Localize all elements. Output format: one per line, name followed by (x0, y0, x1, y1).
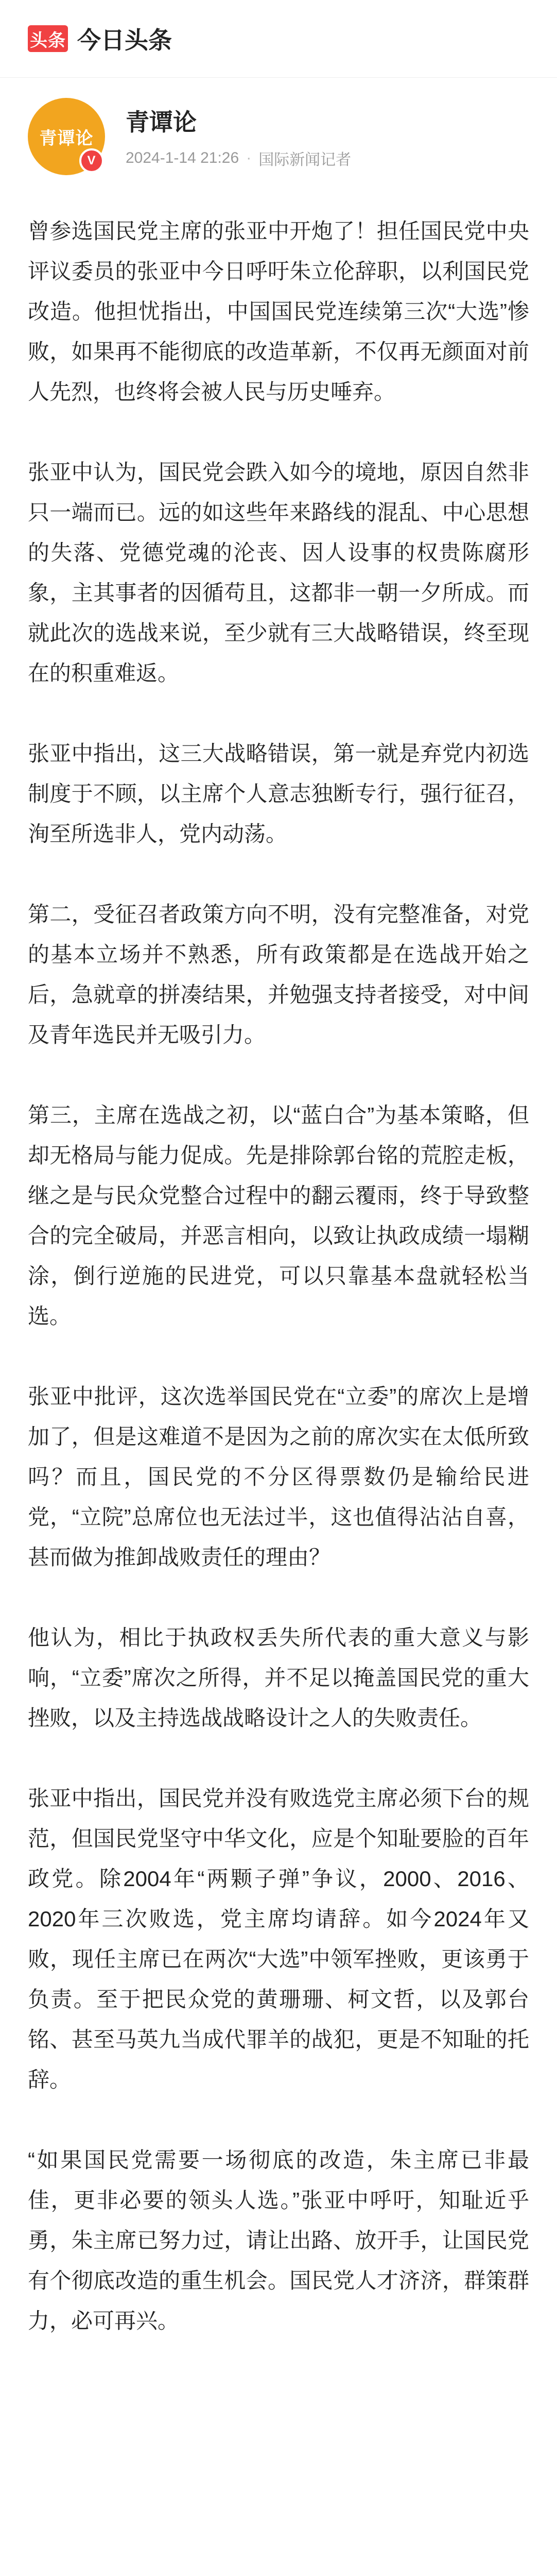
article-paragraph: “如果国民党需要一场彻底的改造，朱主席已非最佳，更非必要的领头人选。”张亚中呼吁，知耻近乎勇，朱主席已努力过，请让出路、放开手，让国民党有个彻底改造的重生机会。国民党人才济济，群策群力，必可再兴。 (28, 2148, 529, 2333)
separator-dot: · (246, 149, 252, 166)
author-row[interactable] (0, 93, 557, 180)
app-name: 今日头条 (77, 27, 172, 54)
article-paragraph: 张亚中批评，这次选举国民党在“立委”的席次上是增加了，但是这难道不是因为之前的席次实在太低所致吗？而且，国民党的不分区得票数仍是输给民进党，“立院”总席位也无法过半，这也值得沾沾自喜，甚而做为推卸战败责任的理由？ (28, 1384, 529, 1569)
publish-date: 2024-1-14 21:26 (126, 149, 239, 166)
article-paragraph: 第二，受征召者政策方向不明，没有完整准备，对党的基本立场并不熟悉，所有政策都是在选战开始之后，急就章的拼凑结果，并勉强支持者接受，对中间及青年选民并无吸引力。 (28, 902, 529, 1047)
article-paragraph: 张亚中指出，这三大战略错误，第一就是弃党内初选制度于不顾，以主席个人意志独断专行，强行征召，洵至所选非人，党内动荡。 (28, 741, 529, 846)
avatar-text: 青谭论 (39, 128, 94, 148)
author-name[interactable]: 青谭论 (126, 109, 197, 135)
article-paragraph: 他认为，相比于执政权丢失所代表的重大意义与影响，“立委”席次之所得，并不足以掩盖国民党的重大挫败，以及主持选战战略设计之人的失败责任。 (28, 1625, 529, 1730)
author-subline (126, 147, 351, 170)
article-paragraph: 张亚中认为，国民党会跌入如今的境地，原因自然非只一端而已。远的如这些年来路线的混乱、中心思想的失落、党德党魂的沦丧、因人设事的权贵陈腐形象，主其事者的因循苟且，这都非一朝一夕所成。而就此次的选战来说，至少就有三大战略错误，终至现在的积重难返。 (28, 460, 529, 685)
verified-icon: V (79, 148, 104, 173)
article-body (28, 211, 529, 2381)
top-bar (0, 0, 557, 78)
avatar[interactable] (28, 98, 105, 175)
article-paragraph: 张亚中指出，国民党并没有败选党主席必须下台的规范，但国民党坚守中华文化，应是个知耻要脸的百年政党。除2004年“两颗子弹”争议，2000、2016、2020年三次败选，党主席均请辞。如今2024年又败，现任主席已在两次“大选”中领军挫败，更该勇于负责。至于把民众党的黄珊珊、柯文哲，以及郭台铭、甚至马英九当成代罪羊的战犯，更是不知耻的托辞。 (28, 1786, 529, 2092)
article-paragraph: 曾参选国民党主席的张亚中开炮了！担任国民党中央评议委员的张亚中今日呼吁朱立伦辞职，以利国民党改造。他担忧指出，中国国民党连续第三次“大选”惨败，如果再不能彻底的改造革新，不仅再无颜面对前人先烈，也终将会被人民与历史唾弃。 (28, 219, 529, 404)
author-category: 国际新闻记者 (258, 151, 352, 168)
toutiao-logo: 头条 (28, 25, 68, 52)
article-paragraph: 第三，主席在选战之初，以“蓝白合”为基本策略，但却无格局与能力促成。先是排除郭台铭的荒腔走板，继之是与民众党整合过程中的翻云覆雨，终于导致整合的完全破局，并恶言相向，以致让执政成绩一塌糊涂，倒行逆施的民进党，可以只靠基本盘就轻松当选。 (28, 1103, 529, 1328)
author-meta (126, 104, 351, 170)
